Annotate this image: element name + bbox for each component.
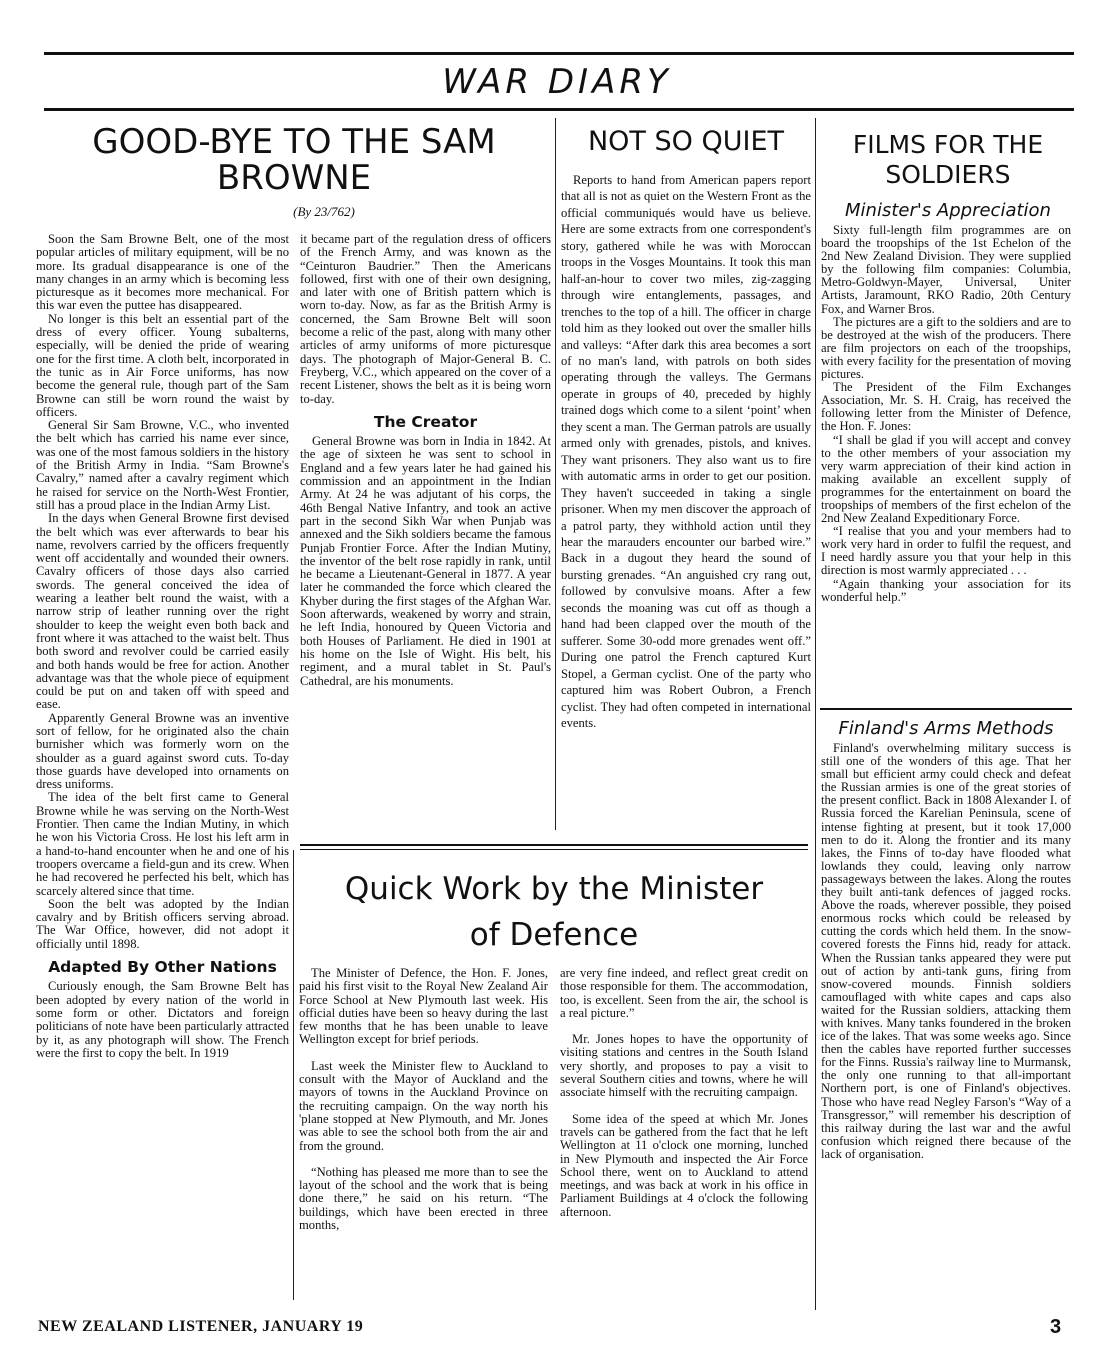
sam-browne-col1-body <box>36 233 289 951</box>
publication-footer: NEW ZEALAND LISTENER, JANUARY 19 <box>38 1318 364 1335</box>
quick-work-col2 <box>560 967 808 1219</box>
paragraph: Some idea of the speed at which Mr. Jones travels can be gathered from the fact that he left Wellington at 11 o'clock one morning, lunched in New Plymouth and inspected the Air Force School there, went on to Auckland to attend meetings, and was back at work in his office in Parliament Buildings at 4 o'clock the following afternoon. <box>560 1111 808 1219</box>
paragraph: Apparently General Browne was an inventive sort of fellow, for he originated also the chain burnisher which was formerly worn on the shoulder as a guard against sword cuts. To-day those guards have developed into ornaments on dress uniforms. <box>36 710 289 792</box>
films-body <box>821 224 1071 604</box>
subheading: The Creator <box>373 412 478 431</box>
paragraph: General Sir Sam Browne, V.C., who invented the belt which has carried his name ever since, was one of the most famous soldiers in the history of the British Army in India. “Sam Browne's Cavalry,” named after a cavalry regiment which he raised for service on the North-West Frontier, still has a proud place in the Indian Army List. <box>36 418 289 512</box>
paragraph: Mr. Jones hopes to have the opportunity of visiting stations and centres in the South Island very shortly, and proposes to pay a visit to several Southern cities and towns, where he will associate himself with the recruiting campaign. <box>560 1032 808 1100</box>
column-divider <box>815 118 816 1310</box>
paragraph: Soon the belt was adopted by the Indian cavalry and by British officers serving abroad. The War Office, however, did not adopt it officially until 1898. <box>36 896 289 951</box>
quick-work-title-line1: Quick Work by the Minister <box>344 871 764 907</box>
paragraph: “I realise that you and your members had to work very hard in order to fulfil the request, and I need hardly assure you that your help in this direction is most warmly appreciated . . . <box>821 524 1071 578</box>
paragraph: it became part of the regulation dress of officers of the French Army, and was known as the “Ceinturon Baudrier.” Then the Americans followed, first with one of their own designing, and later with one of British pattern which is worn to-day. Now, as far as the British Army is concerned, the Sam Browne Belt will soon become a relic of the past, along with many other articles of army uniforms of more picturesque days. The photograph of Major-General B. C. Freyberg, V.C., which appeared on the cover of a recent Listener, shows the belt as it is being worn to-day. <box>300 232 551 406</box>
paragraph: are very fine indeed, and reflect great credit on those responsible for them. The accommodation, too, is excellent. Seen from the air, the school is a real picture.” <box>560 966 808 1020</box>
paragraph: Reports to hand from American papers report that all is not as quiet on the Western Front as the official communiqués would have us believe. Here are some extracts from one correspondent's story, gathered while he was with Moroccan troops in the Vosges Mountains. It took this man half-an-hour to cover two miles, zig-zagging through wire entanglements, passages, and trenches to the top of a hill. The officer in charge told him as they looked out over the smaller hills and valleys: “After dark this area becomes a sort of no man's land, with patrols on both sides operating through the valleys. The Germans operate in groups of 40, preceded by highly trained dogs which come to a silent ‘point’ when they scent a man. The German patrols are usually armed only with grenades, pistols, and knives. They want prisoners. They also want us to fire with automatic arms in order to get our position. They haven't succeeded in taking a single prisoner. When my men discover the approach of a patrol party, they withhold action until they hear the marauders encounter our barbed wire.” Back in a dugout they heard the sound of bursting grenades. “An anguished cry rang out, followed by convulsive moans. After a few seconds the moaning was cut off as though a hand had been clapped over the mouth of the sufferer. Some 30-odd more grenades went off.” During one patrol the French captured Kurt Stopel, a German cyclist. One of the party who captured him was Robert Oubron, a French cyclist. They had often competed in international events. <box>561 173 811 730</box>
article-title: GOOD-BYE TO THE SAM BROWNE <box>92 122 496 198</box>
films-subtitle: Minister's Appreciation <box>845 200 1051 221</box>
finland-body <box>821 742 1071 1161</box>
not-so-quiet-body <box>561 172 811 731</box>
top-rule <box>44 52 1074 55</box>
page-number: 3 <box>1050 1316 1062 1338</box>
banner-rule <box>44 108 1074 111</box>
sam-browne-col2 <box>300 233 551 688</box>
quick-work-col1 <box>299 967 548 1232</box>
byline: (By 23/762) <box>293 204 355 219</box>
paragraph: In the days when General Browne first devised the belt which was ever afterwards to bear his name, revolvers carried by the officers frequently went off accidentally and wounded their owners. Cavalry officers of those days also carried swords. The general conceived the idea of wearing a leather belt round the waist, with a narrow strip of leather running over the right shoulder to keep the weight even both back and front where it was attached to the waist belt. Thus both sword and revolver could be carried easily and both hands would be free for action. Another advantage was that the whole piece of equipment could be put on and taken off with speed and ease. <box>36 511 289 712</box>
quick-work-rule <box>300 849 808 850</box>
quick-work-title <box>298 866 810 958</box>
quick-work-title-line2: of Defence <box>469 917 639 953</box>
quick-work-rule <box>300 844 808 846</box>
finland-rule <box>820 708 1072 710</box>
paragraph: No longer is this belt an essential part of the dress of every officer. Young subalterns, especially, will be denied the pride of wearing one for the first time. A cloth belt, incorporated in the tunic as in Air Force uniforms, has now become the general rule, though part of the Sam Browne can still be worn round the waist by officers. <box>36 311 289 419</box>
paragraph: Curiously enough, the Sam Browne Belt has been adopted by every nation of the world in some form or other. Dictators and foreign politicians of note have been particularly attracted by it, as any photograph will show. The French were the first to copy the belt. In 1919 <box>36 979 289 1060</box>
sam-browne-col1 <box>36 233 289 1060</box>
paragraph: Finland's overwhelming military success is still one of the wonders of this age. That her small but efficient army could check and defeat the Russian armies is one of the great stories of the present conflict. Back in 1808 Alexander I. of Russia forced the Karelian Peninsula, scene of intense fighting at present, but it took 17,000 men to do it. Along the frontier and its many lakes, the Finns of to-day have flooded what lowlands they could, leaving only narrow passageways between the lakes. Along the routes they built anti-tank defences of jagged rocks. Above the roads, wherever possible, they poised enormous rocks which could be released by cutting the cords which held them. In the snow-covered forests the Finns hid, ready for attack. When the Russian tanks appeared they were put out of action by anti-tank guns, firing from snow-covered mounds. Finnish soldiers camouflaged with white capes and caps also waited for the Russian soldiers, attacking them with knives. Many tanks foundered in the broken ice of the lakes. That was some weeks ago. Since then the cables have reported further successes for the Finns. Russia's railway line to Murmansk, the only one running to that all-important Northern port, is one of Finland's objectives. Those who have read Negley Farson's “Way of a Transgressor,” will remember his description of this railway during the last war and the awful confusion which reigned there because of the lack of organisation. <box>821 741 1071 1161</box>
paragraph: “Again thanking your association for its wonderful help.” <box>821 576 1071 604</box>
not-so-quiet-title: NOT SO QUIET <box>587 126 785 157</box>
paragraph: General Browne was born in India in 1842. At the age of sixteen he was sent to school in England and a few years later he had gained his commission and an appointment in the Indian Army. At 24 he was adjutant of his corps, the 46th Bengal Native Infantry, and took an active part in the second Sikh War when Punjab was annexed and the Sikh soldiers became the famous Punjab Frontier Force. After the Indian Mutiny, the inventor of the belt rose rapidly in rank, until he became a Lieutenant-General in 1877. A year later he commanded the force which cleared the Khyber during the first stages of the Afghan War. Soon afterwards, weakened by worry and strain, he left India, honoured by Queen Victoria and both Houses of Parliament. He died in 1901 at his home on the Isle of Wight. His belt, his regiment, and a mural tablet in St. Paul's Cathedral, are his monuments. <box>300 434 551 688</box>
paragraph: Sixty full-length film programmes are on board the troopships of the 1st Echelon of the 2nd New Zealand Division. They were supplied by the following film companies: Columbia, Metro-Goldwyn-Mayer, Universal, Uniter Artists, Jaramount, RKO Radio, 20th Century Fox, and Warner Bros. <box>821 223 1071 316</box>
paragraph: The pictures are a gift to the soldiers and are to be destroyed at the wish of the producers. There are film projectors on each of the troopships, with every facility for the presentation of moving pictures. <box>821 314 1071 382</box>
paragraph: The idea of the belt first came to General Browne while he was serving on the North-West Frontier. Then came the Indian Mutiny, in which he won his Victoria Cross. He lost his left arm in a hand-to-hand encounter when he and one of his troopers overcame a field-gun and its crew. When he had recovered he perfected his belt, which has scarcely altered since that time. <box>36 790 289 898</box>
finland-title: Finland's Arms Methods <box>838 718 1054 739</box>
paragraph: “I shall be glad if you will accept and convey to the other members of your association my very warm appreciation of their kind action in making available an excellent supply of programmes for the entertainment on board the troopships of members of the first echelon of the 2nd New Zealand Expeditionary Force. <box>821 432 1071 526</box>
subheading: Adapted By Other Nations <box>48 958 277 977</box>
paragraph: The Minister of Defence, the Hon. F. Jones, paid his first visit to the Royal New Zealand Air Force School at New Plymouth last week. His official duties have been so heavy during the last few months that he has been unable to leave Wellington except for brief periods. <box>299 966 548 1047</box>
films-title: FILMS FOR THE SOLDIERS <box>852 130 1044 189</box>
paragraph: Soon the Sam Browne Belt, one of the most popular articles of military equipment, will be no more. Its gradual disappearance is one of the many changes in an army which is becoming less picturesque as it becomes more mechanical. For this war even the puttee has disappeared. <box>36 232 289 313</box>
paragraph: Last week the Minister flew to Auckland to consult with the Mayor of Auckland and the mayors of towns in the Auckland Province on the recruiting campaign. On the way north his 'plane stopped at New Plymouth, and Mr. Jones was able to see the school both from the air and from the ground. <box>299 1058 548 1153</box>
sam-browne-article <box>36 124 552 220</box>
paragraph: “Nothing has pleased me more than to see the layout of the school and the work that is being done there,” he said on his return. “The buildings, which have been erected in three months, <box>299 1164 548 1233</box>
paragraph: The President of the Film Exchanges Association, Mr. S. H. Craig, has received the following letter from the Minister of Defence, the Hon. F. Jones: <box>821 380 1071 434</box>
column-divider <box>293 850 294 1300</box>
section-title: WAR DIARY <box>442 62 672 102</box>
column-divider <box>555 118 556 830</box>
